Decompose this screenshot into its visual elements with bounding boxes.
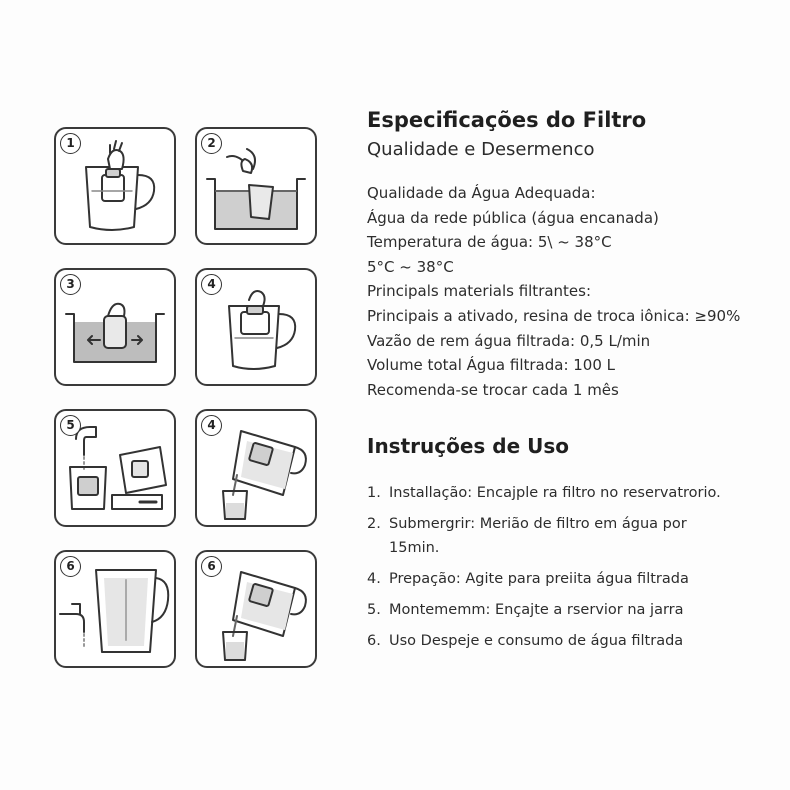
step-number: 3 bbox=[60, 274, 81, 295]
panel-4 bbox=[195, 268, 317, 386]
step-number: 6 bbox=[60, 556, 81, 577]
panel-1 bbox=[54, 127, 176, 245]
instruction-step bbox=[367, 512, 719, 560]
spec-line: Principals materials filtrantes: bbox=[367, 282, 592, 301]
instructions-list bbox=[367, 481, 759, 660]
spec-list bbox=[367, 181, 740, 402]
instructions-title: Instruções de Uso bbox=[367, 434, 570, 458]
panel-2 bbox=[195, 127, 317, 245]
spec-title: Especificações do Filtro bbox=[367, 108, 647, 132]
spec-line: Principais a ativado, resina de troca iônica: ≥90% bbox=[367, 306, 741, 325]
instruction-step bbox=[367, 598, 759, 622]
spec-line: Volume total Água filtrada: 100 L bbox=[367, 356, 616, 375]
spec-line: 5°C ~ 38°C bbox=[367, 257, 454, 276]
instruction-step bbox=[367, 567, 759, 591]
instruction-step bbox=[367, 481, 759, 505]
spec-subtitle: Qualidade e Desermenco bbox=[367, 139, 595, 160]
step-text: Uso Despeje e consumo de água filtrada bbox=[389, 633, 684, 649]
step-number: 4 bbox=[201, 415, 222, 436]
step-index: 5. bbox=[367, 602, 381, 618]
step-index: 4. bbox=[367, 571, 381, 587]
step-text: Montememm: Ençajte a rservior na jarra bbox=[389, 602, 684, 618]
panel-5 bbox=[54, 409, 176, 527]
step-index: 1. bbox=[367, 485, 381, 501]
step-text: Submergrir: Merião de filtro em água por 15min. bbox=[389, 516, 687, 556]
spec-line: Temperatura de água: 5\ ~ 38°C bbox=[367, 233, 612, 252]
spec-line: Vazão de rem água filtrada: 0,5 L/min bbox=[367, 331, 651, 350]
step-text: Installação: Encajple ra filtro no reservatrorio. bbox=[389, 485, 721, 501]
step-number: 1 bbox=[60, 133, 81, 154]
panel-8 bbox=[195, 550, 317, 668]
spec-line: Água da rede pública (água encanada) bbox=[367, 208, 659, 227]
step-number: 4 bbox=[201, 274, 222, 295]
step-number: 5 bbox=[60, 415, 81, 436]
panel-6 bbox=[195, 409, 317, 527]
panel-7 bbox=[54, 550, 176, 668]
step-index: 6. bbox=[367, 633, 381, 649]
step-index: 2. bbox=[367, 516, 381, 532]
step-number: 2 bbox=[201, 133, 222, 154]
spec-line: Recomenda-se trocar cada 1 mês bbox=[367, 380, 619, 399]
step-text: Prepação: Agite para preiita água filtrada bbox=[389, 571, 689, 587]
panel-3 bbox=[54, 268, 176, 386]
step-number: 6 bbox=[201, 556, 222, 577]
instruction-step bbox=[367, 629, 759, 653]
spec-line: Qualidade da Água Adequada: bbox=[367, 184, 596, 202]
